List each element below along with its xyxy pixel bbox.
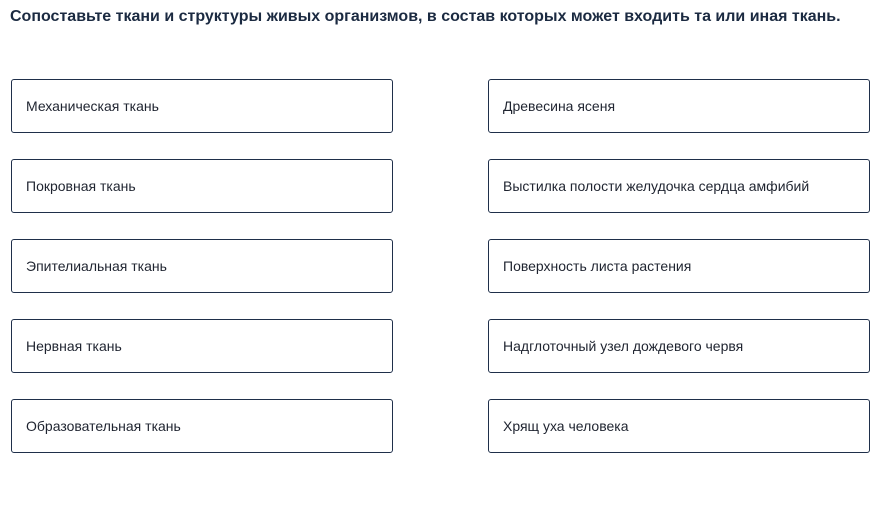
match-card-label: Покровная ткань	[26, 178, 136, 194]
match-card-structure-worm-ganglion[interactable]	[488, 319, 870, 373]
match-card-tissue-mechanical[interactable]	[11, 79, 393, 133]
match-card-label: Нервная ткань	[26, 338, 122, 354]
match-card-tissue-integumentary[interactable]	[11, 159, 393, 213]
match-card-tissue-meristem[interactable]	[11, 399, 393, 453]
tissues-column	[11, 79, 393, 479]
match-card-structure-amphibian-heart[interactable]	[488, 159, 870, 213]
match-card-label: Поверхность листа растения	[503, 258, 692, 274]
question-title: Сопоставьте ткани и структуры живых организмов, в состав которых может входить та или иная ткань.	[10, 8, 841, 25]
match-card-label: Механическая ткань	[26, 98, 159, 114]
match-card-tissue-epithelial[interactable]	[11, 239, 393, 293]
match-card-label: Хрящ уха человека	[503, 418, 629, 434]
match-card-structure-ear-cartilage[interactable]	[488, 399, 870, 453]
structures-column	[488, 79, 870, 479]
match-card-label: Эпителиальная ткань	[26, 258, 167, 274]
match-card-tissue-nervous[interactable]	[11, 319, 393, 373]
match-card-structure-ash-wood[interactable]	[488, 79, 870, 133]
match-card-label: Образовательная ткань	[26, 418, 181, 434]
match-card-label: Надглоточный узел дождевого червя	[503, 338, 744, 354]
match-card-label: Выстилка полости желудочка сердца амфибий	[503, 178, 810, 194]
match-card-label: Древесина ясеня	[503, 98, 616, 114]
match-card-structure-leaf-surface[interactable]	[488, 239, 870, 293]
